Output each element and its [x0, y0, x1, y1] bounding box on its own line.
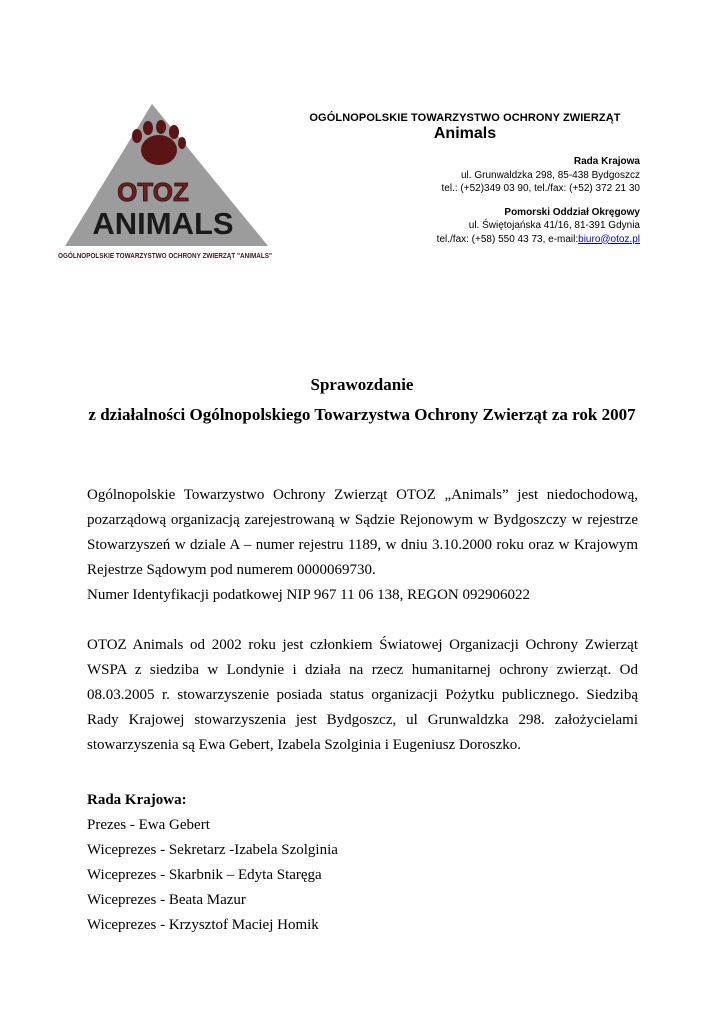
logo-otoz-wordmark: OTOZ: [117, 177, 189, 207]
organization-name: OGÓLNOPOLSKIE TOWARZYSTWO OCHRONY ZWIERZĄT: [309, 112, 621, 124]
report-title: Sprawozdanie: [310, 375, 414, 394]
branch-phone: tel./fax: (+58) 550 43 73, e-mail:: [436, 233, 579, 245]
organization-subtitle: Animals: [433, 125, 497, 142]
council-address-block: [290, 155, 640, 196]
board-member: Prezes - Ewa Gebert: [87, 817, 210, 833]
council-phone: tel.: (+52)349 03 90, tel./fax: (+52) 372 21 30: [441, 183, 640, 194]
otoz-animals-logo: [55, 98, 275, 266]
tax-id-line: Numer Identyfikacji podatkowej NIP 967 11 06 138, REGON 092906022: [87, 587, 530, 603]
branch-title: Pomorski Oddział Okręgowy: [504, 206, 640, 218]
report-subtitle: z działalności Ogólnopolskiego Towarzystwa Ochrony Zwierząt za rok 2007: [88, 405, 636, 424]
board-list: [87, 788, 638, 938]
logo-animals-wordmark: ANIMALS: [92, 206, 234, 241]
board-member: Wiceprezes - Krzysztof Maciej Homik: [87, 917, 319, 933]
branch-contact: [290, 233, 640, 247]
branch-address: ul. Świętojańska 41/16, 81-391 Gdynia: [468, 220, 640, 231]
board-member: Wiceprezes - Skarbnik – Edyta Staręga: [87, 867, 322, 883]
membership-paragraph: OTOZ Animals od 2002 roku jest członkiem Światowej Organizacji Ochrony Zwierząt WSPA z siedziba w Londynie i działa na rzecz humanitarnej ochrony zwierząt. Od 08.03.2005 r. stowarzyszenie posiada status organizacji Pożytku publicznego. Siedzibą Rady Krajowej stowarzyszenia jest Bydgoszcz, ul Grunwaldzka 298. założycielami stowarzyszenia są Ewa Gebert, Izabela Szolginia i Eugeniusz Doroszko.: [87, 637, 638, 753]
logo-caption: OGÓLNOPOLSKIE TOWARZYSTWO OCHRONY ZWIERZĄT "ANIMALS": [58, 251, 272, 260]
email-link[interactable]: biuro@otoz.pl: [578, 233, 640, 245]
board-heading: Rada Krajowa:: [87, 792, 187, 808]
logo-graphic: [55, 98, 275, 266]
intro-paragraph: Ogólnopolskie Towarzystwo Ochrony Zwierząt OTOZ „Animals” jest niedochodową, pozarządową organizacją zarejestrowaną w Sądzie Rejonowym w Bydgoszczy w rejestrze Stowarzyszeń w dziale A – numer rejestru 1189, w dniu 3.10.2000 roku oraz w Krajowym Rejestrze Sądowym pod numerem 0000069730.: [87, 487, 638, 578]
board-member: Wiceprezes - Beata Mazur: [87, 892, 246, 908]
board-member: Wiceprezes - Sekretarz -Izabela Szolginia: [87, 842, 338, 858]
council-address: ul. Grunwaldzka 298, 85-438 Bydgoszcz: [461, 169, 640, 181]
branch-address-block: [290, 206, 640, 247]
letterhead: [290, 112, 640, 246]
council-title: Rada Krajowa: [573, 156, 640, 167]
